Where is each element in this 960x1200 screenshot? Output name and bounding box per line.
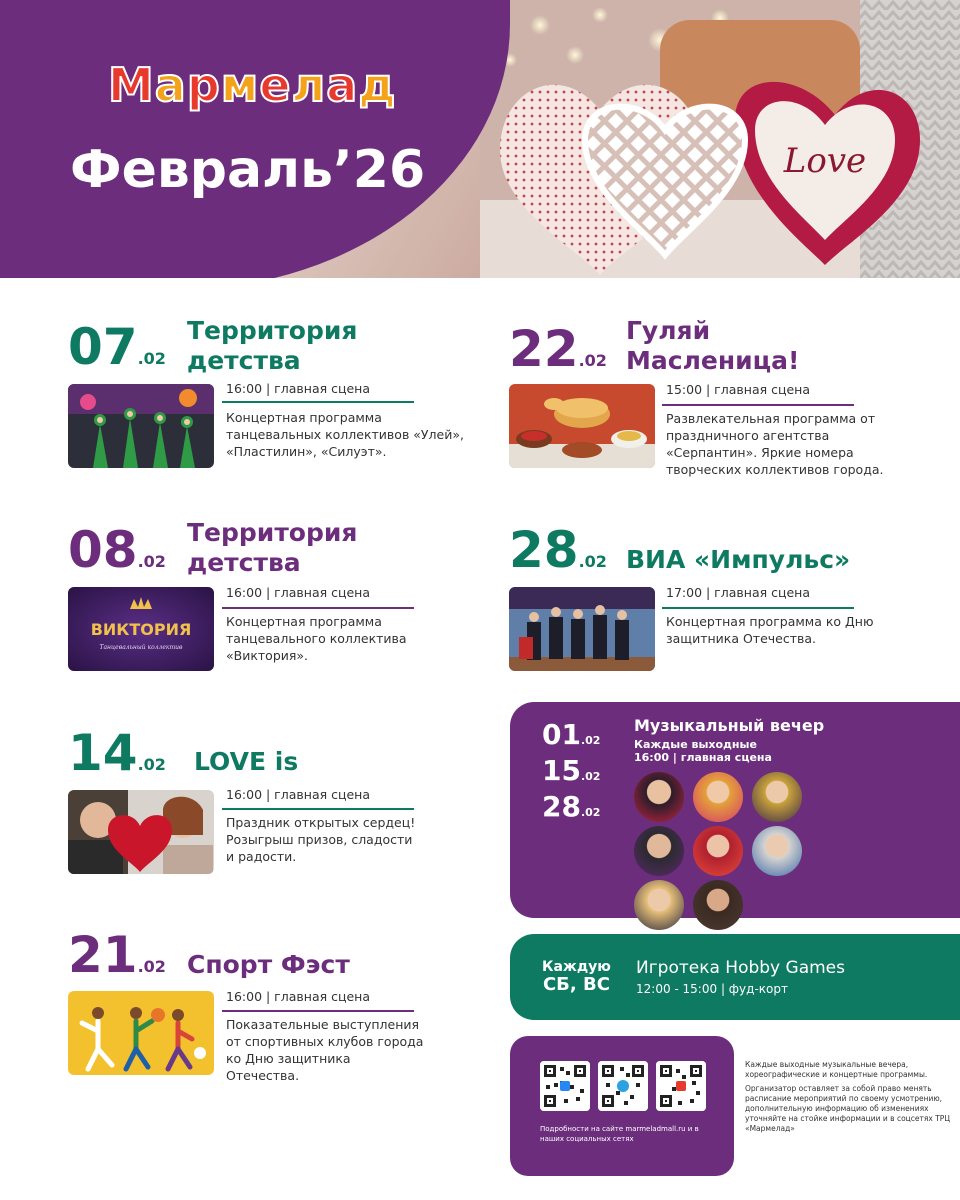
music-schedule bbox=[634, 738, 772, 764]
event-description: Концертная программа танцевальных коллективов «Улей», «Пластилин», «Силуэт». bbox=[226, 410, 464, 459]
band-photo bbox=[509, 587, 655, 671]
event-date: 21.02 bbox=[68, 926, 166, 984]
games-title: Игротека Hobby Games bbox=[636, 958, 845, 978]
sport-illustration bbox=[68, 991, 214, 1075]
svg-text:ВИКТОРИЯ: ВИКТОРИЯ bbox=[90, 620, 192, 639]
music-title: Музыкальный вечер bbox=[634, 716, 825, 735]
event-title: Спорт Фэст bbox=[187, 950, 350, 979]
telegram-qr-code[interactable] bbox=[598, 1061, 648, 1111]
event-title: ВИА «Импульс» bbox=[626, 545, 851, 574]
event-date: 28.02 bbox=[509, 521, 607, 579]
performer-avatar bbox=[752, 826, 802, 876]
performer-avatar bbox=[693, 826, 743, 876]
performer-avatar bbox=[752, 772, 802, 822]
divider bbox=[222, 607, 414, 609]
event-title: Территория детства bbox=[187, 518, 358, 577]
divider bbox=[222, 401, 414, 403]
website-qr-code[interactable] bbox=[656, 1061, 706, 1111]
couple-heart-photo bbox=[68, 790, 214, 874]
footnote-line: Организатор оставляет за собой право менять расписание мероприятий по своему усмотрению, дополнительную информацию об изменениях уточняйте на стойке информации и в соцсетях ТРЦ «Мармелад» bbox=[745, 1084, 951, 1133]
footnote-line: Каждые выходные музыкальные вечера, хореографические и концертные программы. bbox=[745, 1060, 928, 1079]
event-title: LOVE is bbox=[194, 747, 299, 776]
games-weekdays: СБ, ВС bbox=[542, 974, 610, 995]
footnote bbox=[745, 1060, 955, 1134]
qr-panel bbox=[510, 1036, 734, 1176]
event-title: Территория детства bbox=[187, 316, 358, 375]
event-time: 16:00 | главная сцена bbox=[226, 381, 370, 396]
event-time: 16:00 | главная сцена bbox=[226, 787, 370, 802]
event-description: Концертная программа танцевального коллектива «Виктория». bbox=[226, 614, 407, 663]
performer-avatar bbox=[634, 772, 684, 822]
event-date: 07.02 bbox=[68, 318, 166, 376]
marmelad-logo: Мармелад bbox=[108, 58, 397, 112]
pancakes-photo bbox=[509, 384, 655, 468]
dancers-photo bbox=[68, 384, 214, 468]
event-date: 22.02 bbox=[509, 320, 607, 378]
divider bbox=[222, 808, 414, 810]
event-title: Гуляй Масленица! bbox=[626, 316, 800, 375]
event-description: Концертная программа ко Дню защитника Отечества. bbox=[666, 614, 874, 646]
month-title: Февраль’26 bbox=[70, 140, 426, 200]
games-frequency: Каждую bbox=[542, 959, 611, 975]
vk-qr-code[interactable] bbox=[540, 1061, 590, 1111]
music-date: 15.02 bbox=[542, 754, 601, 787]
games-days bbox=[542, 958, 611, 995]
svg-text:Love: Love bbox=[783, 141, 867, 181]
event-time: 15:00 | главная сцена bbox=[666, 382, 810, 397]
event-description: Показательные выступления от спортивных клубов города ко Дню защитника Отечества. bbox=[226, 1017, 424, 1083]
event-time: 16:00 | главная сцена bbox=[226, 585, 370, 600]
performer-avatar bbox=[634, 880, 684, 930]
valentine-hearts-photo bbox=[480, 0, 960, 278]
event-date: 08.02 bbox=[68, 521, 166, 579]
music-date: 01.02 bbox=[542, 718, 601, 751]
games-time: 12:00 - 15:00 | фуд-корт bbox=[636, 982, 788, 996]
performer-avatar bbox=[693, 772, 743, 822]
svg-text:Танцевальный коллектив: Танцевальный коллектив bbox=[99, 644, 183, 651]
divider bbox=[222, 1010, 414, 1012]
performer-avatar bbox=[634, 826, 684, 876]
viktoria-logo-image bbox=[68, 587, 214, 671]
performer-avatar bbox=[693, 880, 743, 930]
hero-purple-shape bbox=[0, 0, 510, 278]
event-description: Праздник открытых сердец! Розыгрыш призов, сладости и радости. bbox=[226, 815, 416, 864]
event-time: 16:00 | главная сцена bbox=[226, 989, 370, 1004]
music-date: 28.02 bbox=[542, 790, 601, 823]
hobby-games-panel bbox=[510, 934, 960, 1020]
hero-banner bbox=[0, 0, 960, 278]
qr-note: Подробности на сайте marmeladmall.ru и в наших социальных сетях bbox=[540, 1125, 699, 1143]
music-frequency: Каждые выходные bbox=[634, 738, 757, 751]
music-evening-panel bbox=[510, 702, 960, 918]
event-description: Развлекательная программа от праздничного агентства «Серпантин». Яркие номера творческих коллективов города. bbox=[666, 411, 884, 477]
performers-grid bbox=[634, 772, 864, 934]
event-time: 17:00 | главная сцена bbox=[666, 585, 810, 600]
divider bbox=[662, 607, 854, 609]
music-dates bbox=[542, 720, 600, 828]
event-date: 14.02 bbox=[68, 724, 166, 782]
music-time: 16:00 | главная сцена bbox=[634, 751, 772, 764]
divider bbox=[662, 404, 854, 406]
